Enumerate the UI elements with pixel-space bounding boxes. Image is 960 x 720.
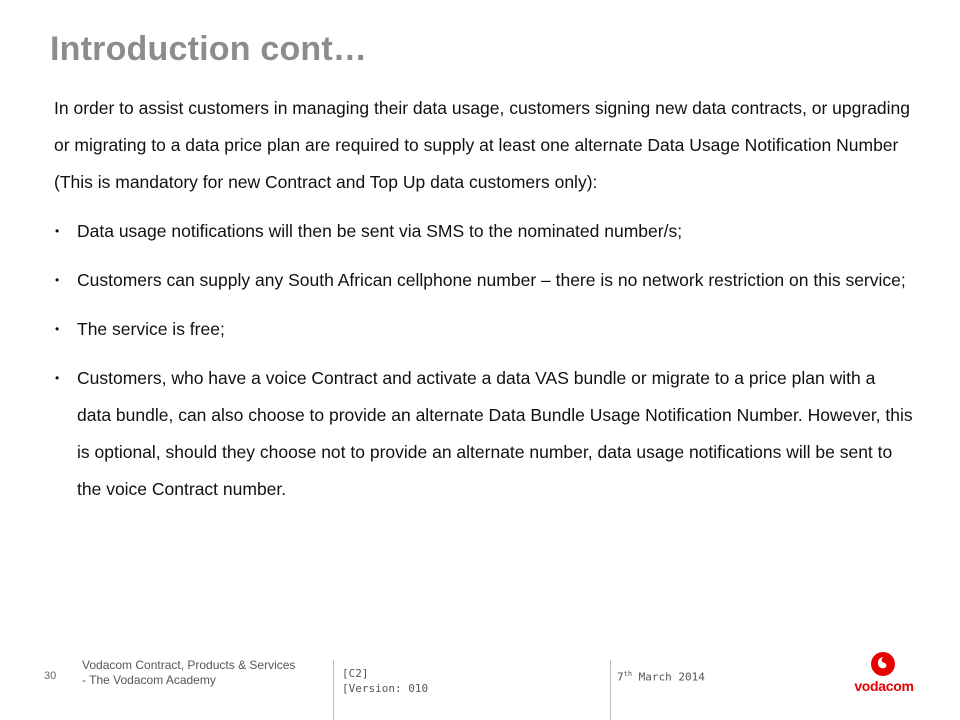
date-suffix: th <box>623 670 633 678</box>
classification-label: [C2] <box>342 667 369 680</box>
date-rest: March 2014 <box>632 670 705 684</box>
bullet-text: Customers, who have a voice Contract and activate a data VAS bundle or migrate to a price plan with a data bundle, can also choose to provide an alternate Data Bundle Usage Notification Number. However, this is optional, should they choose not to provide an alternate number, data usage notifications will be sent to the voice Contract number. <box>77 368 913 499</box>
footer-company: Vodacom Contract, Products & Services - The Vodacom Academy <box>82 658 296 687</box>
vodacom-wordmark: vodacom <box>854 678 914 694</box>
slide-footer <box>0 650 960 720</box>
bullet-item <box>54 262 914 299</box>
bullet-item <box>54 213 914 250</box>
bullet-text: Customers can supply any South African cellphone number – there is no network restriction on this service; <box>77 270 906 290</box>
bullet-list <box>54 213 914 508</box>
bullet-text: Data usage notifications will then be sent via SMS to the nominated number/s; <box>77 221 683 241</box>
bullet-icon: • <box>55 371 60 385</box>
date-day: 7 <box>617 670 624 684</box>
version-label: [Version: 010 <box>342 682 429 695</box>
footer-classification <box>342 666 428 696</box>
footer-divider <box>610 660 611 720</box>
intro-paragraph: In order to assist customers in managing their data usage, customers signing new data contracts, or upgrading or migrating to a data price plan are required to supply at least one alternate Data Usage Notification Number (This is mandatory for new Contract and Top Up data customers only): <box>54 98 911 192</box>
bullet-icon: • <box>55 273 60 287</box>
bullet-item <box>54 360 914 508</box>
slide-body <box>54 90 914 520</box>
bullet-text: The service is free; <box>77 319 225 339</box>
slide-title: Introduction cont… <box>50 30 368 68</box>
bullet-icon: • <box>55 322 60 336</box>
page-number: 30 <box>44 670 57 682</box>
bullet-icon: • <box>55 224 60 238</box>
footer-divider <box>333 660 334 720</box>
bullet-item <box>54 311 914 348</box>
footer-date <box>617 670 705 684</box>
